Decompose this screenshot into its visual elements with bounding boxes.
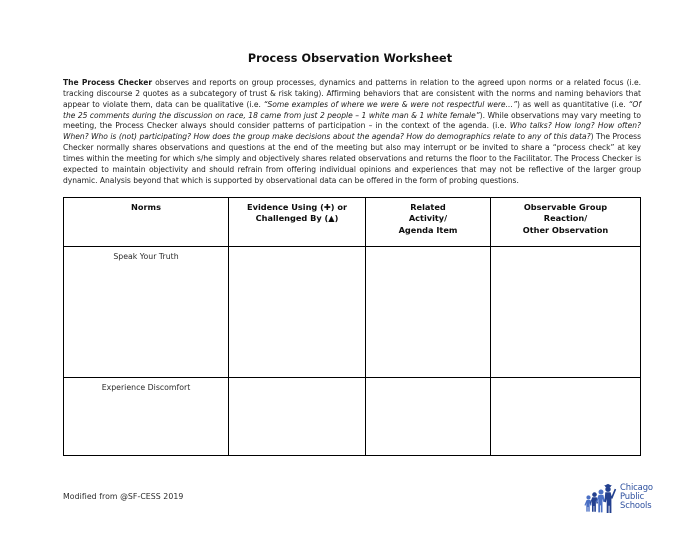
logo-wordmark — [620, 483, 653, 511]
logo-line-schools: Schools — [620, 500, 652, 511]
header-line: Activity/ — [408, 213, 448, 224]
related-activity-entry-cell[interactable] — [366, 247, 491, 378]
table-row — [64, 247, 641, 378]
header-line: Norms — [131, 202, 161, 212]
header-line: Observable Group — [523, 202, 608, 212]
header-line: Challenged By (▲) — [255, 213, 339, 224]
logo-line-public: Public — [620, 491, 645, 502]
logo-line-chicago: Chicago — [620, 482, 653, 492]
intro-paragraph: The Process Checker observes and reports on group processes, dynamics and patterns in relation to the agreed upon norms or a related focus (i.e. tracking discourse 2 quotes as a subcategory of trust & risk taking). Affirming behaviors that are consistent with the norms and naming behaviors that appear to violate them, data can be qualitative (i.e. “Some examples of where we were & were not respectful were…”) as well as quantitative (i.e. “Of the 25 comments during the discussion on race, 18 came from just 2 people – 1 white man & 1 white female”). While observations may vary meeting to meeting, the Process Checker always should consider patterns of participation – in the context of the agenda. (i.e. Who talks? How long? How often? When? Who is (not) participating? How does the group make decisions about the agenda? How do demographics relate to any of this data?) The Process Checker normally shares observations and questions at the end of the meeting but also may interrupt or be invited to share a “process check” at key times within the meeting for which s/he simply and objectively shares related observations and returns the floor to the Facilitator. The Process Checker is expected to maintain objectivity and should refrain from offering individual opinions and experiences that may not be reflective of the larger group dynamic. Analysis beyond that which is supported by observational data can be offered in the form of probing questions. — [63, 78, 641, 185]
header-line: Agenda Item — [398, 224, 458, 235]
evidence-entry-cell[interactable] — [229, 247, 366, 378]
related-activity-entry-cell[interactable] — [366, 378, 491, 456]
column-header-norms — [64, 198, 229, 247]
header-line: Other Observation — [522, 224, 609, 235]
table-row — [64, 378, 641, 456]
header-line: Related — [410, 202, 446, 212]
students-graduate-icon — [584, 481, 618, 513]
column-header-related-activity — [366, 198, 491, 247]
page-title: Process Observation Worksheet — [247, 52, 453, 65]
table-header-row — [64, 198, 641, 247]
column-header-observable-group — [491, 198, 641, 247]
column-header-evidence — [229, 198, 366, 247]
footer-attribution: Modified from @SF-CESS 2019 — [63, 492, 184, 501]
evidence-entry-cell[interactable] — [229, 378, 366, 456]
observable-group-entry-cell[interactable] — [491, 378, 641, 456]
process-observation-table — [63, 197, 641, 456]
norm-label-speak-your-truth: Speak Your Truth — [64, 247, 229, 378]
header-line: Evidence Using (✚) or — [247, 202, 347, 212]
observable-group-entry-cell[interactable] — [491, 247, 641, 378]
chicago-public-schools-logo — [584, 481, 668, 517]
norm-label-experience-discomfort: Experience Discomfort — [64, 378, 229, 456]
header-line: Reaction/ — [543, 213, 588, 224]
